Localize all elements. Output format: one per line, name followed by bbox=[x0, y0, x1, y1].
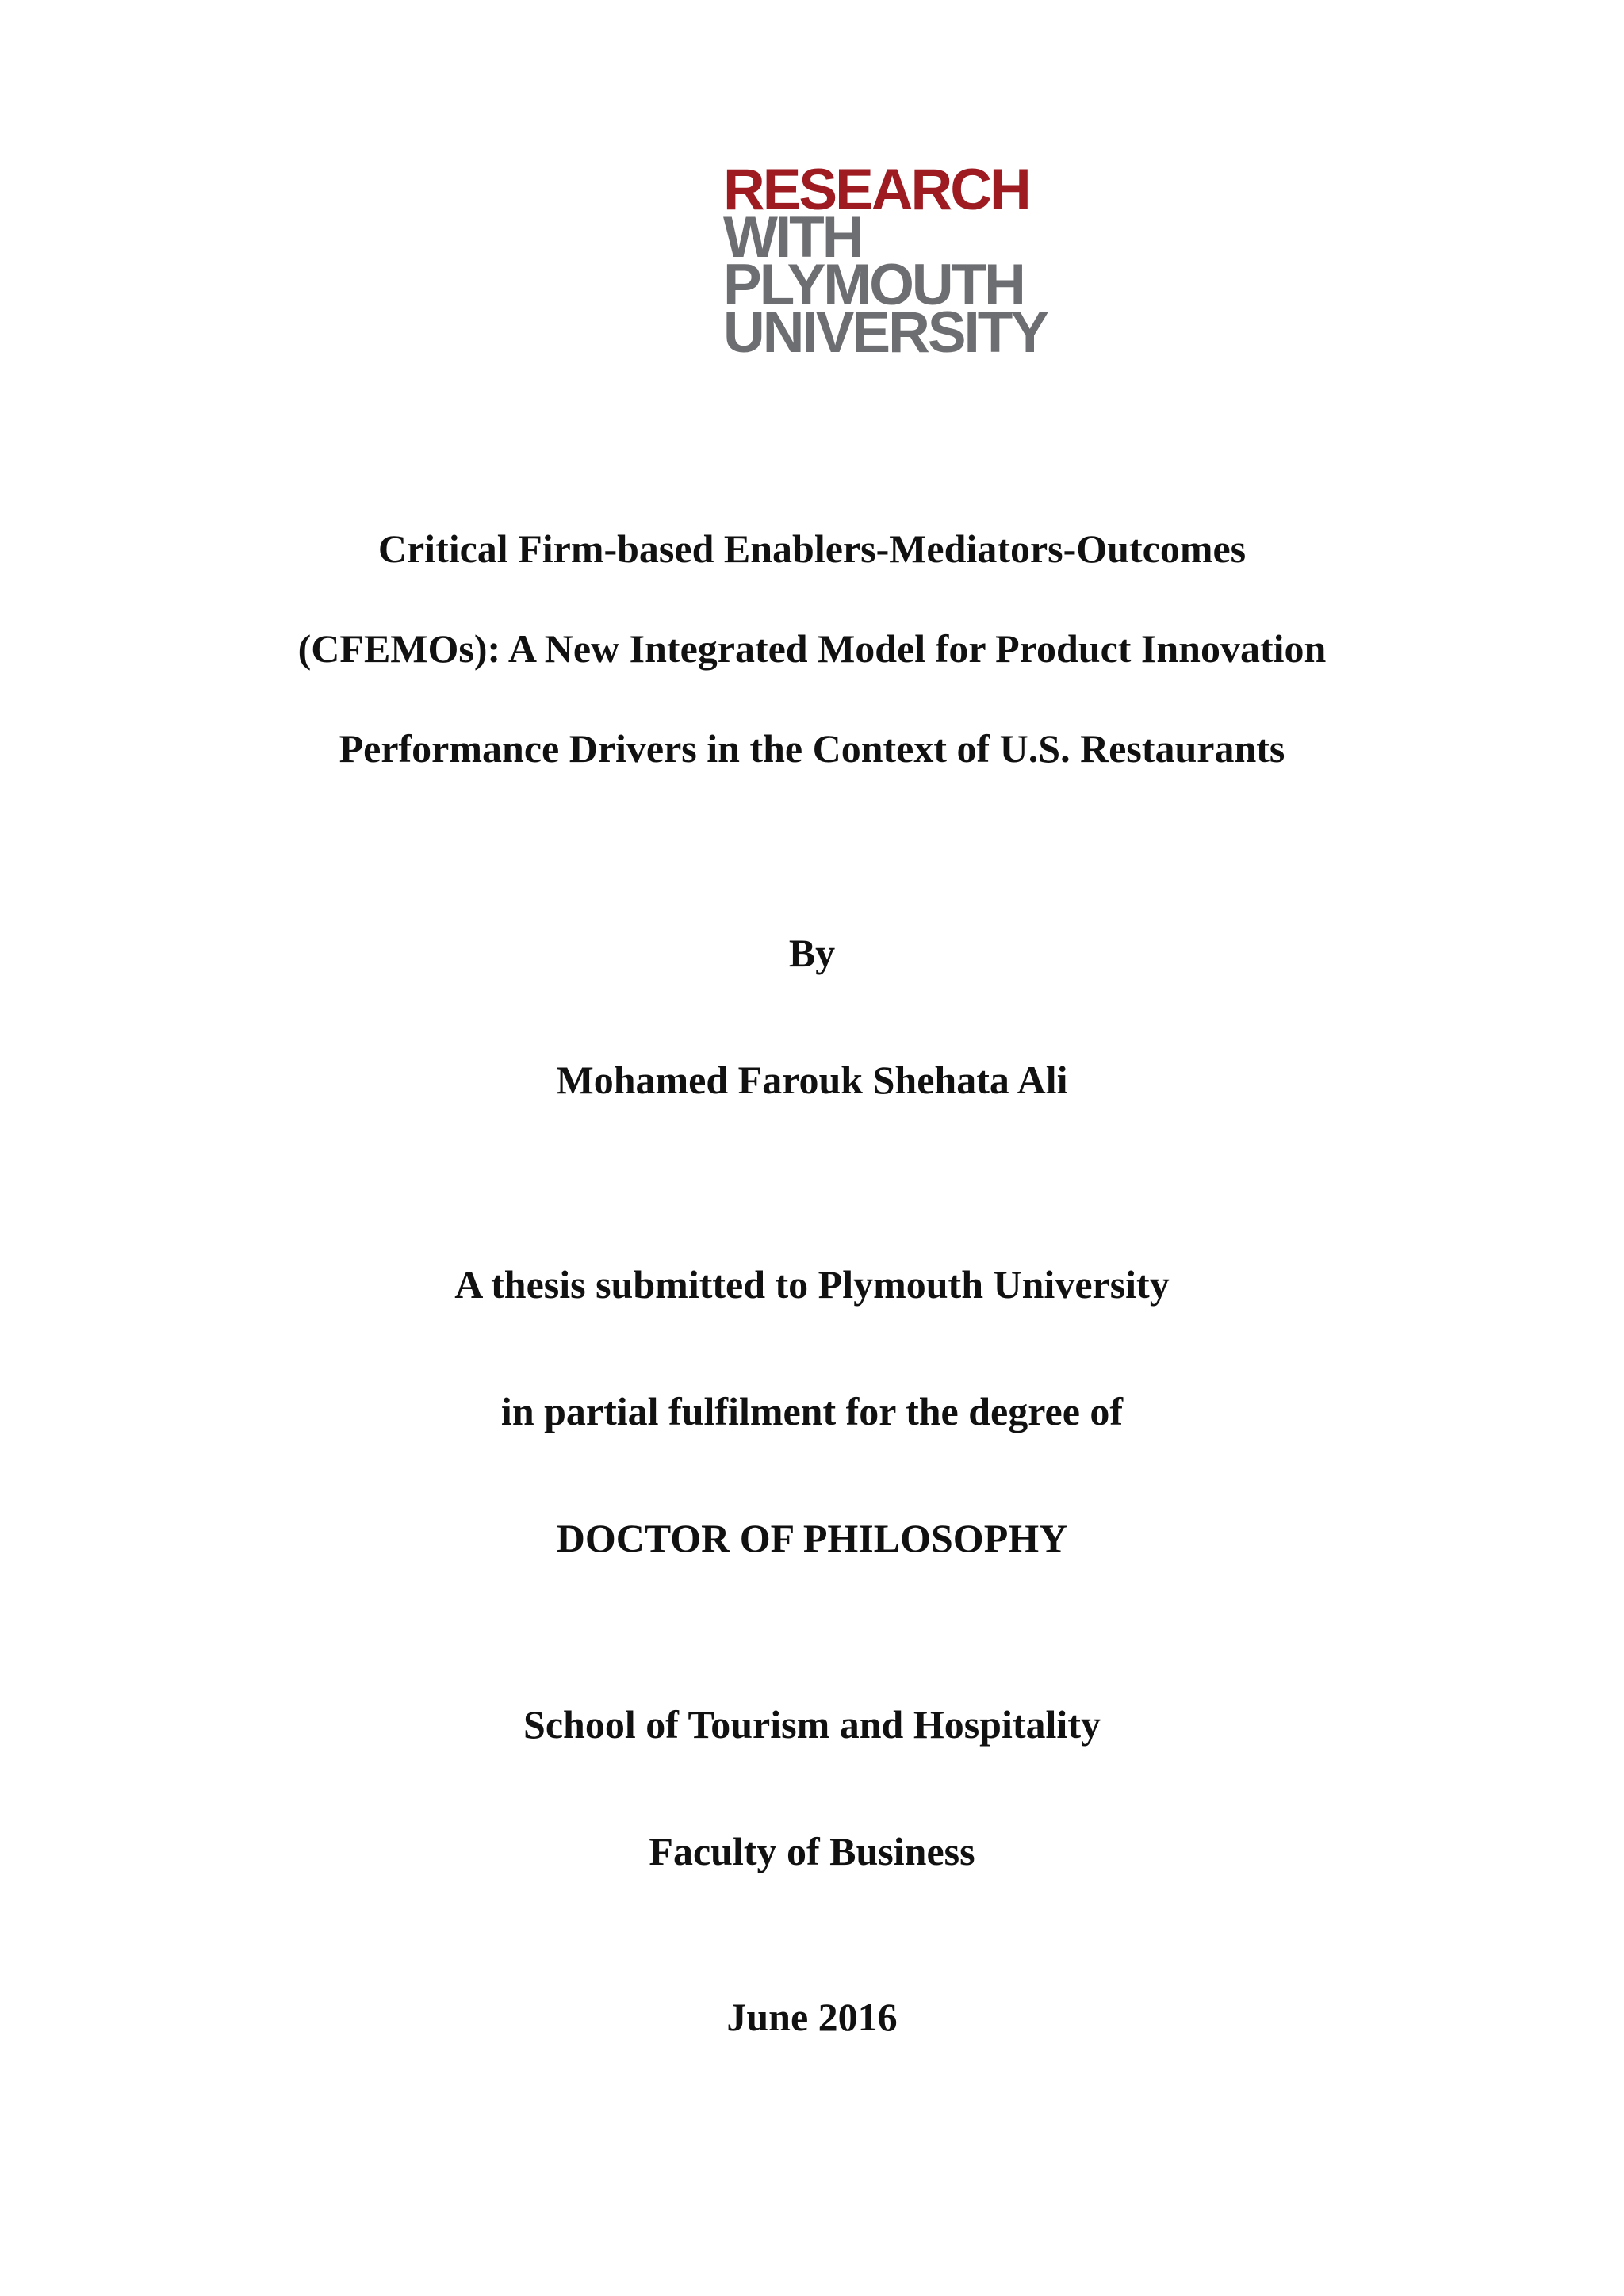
research-with-plymouth-university-logo bbox=[723, 158, 1064, 365]
degree-title: DOCTOR OF PHILOSOPHY bbox=[556, 1516, 1068, 1560]
logo-line-university: UNIVERSITY bbox=[723, 300, 1048, 365]
author-name: Mohamed Farouk Shehata Ali bbox=[556, 1058, 1068, 1102]
logo-line-plymouth: PLYMOUTH bbox=[723, 253, 1024, 317]
degree-fulfilment-statement: in partial fulfilment for the degree of bbox=[500, 1389, 1124, 1433]
thesis-title-line-2: (CFEMOs): A New Integrated Model for Product Innovation bbox=[297, 626, 1327, 671]
logo-line-research: RESEARCH bbox=[723, 158, 1029, 222]
thesis-title-line-1: Critical Firm-based Enablers-Mediators-Outcomes bbox=[377, 526, 1247, 571]
thesis-title-line-3: Performance Drivers in the Context of U.S. Restaurants bbox=[339, 726, 1285, 771]
logo-line-with: WITH bbox=[723, 205, 862, 270]
school-name: School of Tourism and Hospitality bbox=[523, 1702, 1101, 1747]
faculty-name: Faculty of Business bbox=[649, 1829, 975, 1873]
submission-statement: A thesis submitted to Plymouth University bbox=[454, 1262, 1170, 1307]
submission-date: June 2016 bbox=[726, 1995, 898, 2039]
by-label: By bbox=[788, 931, 836, 975]
